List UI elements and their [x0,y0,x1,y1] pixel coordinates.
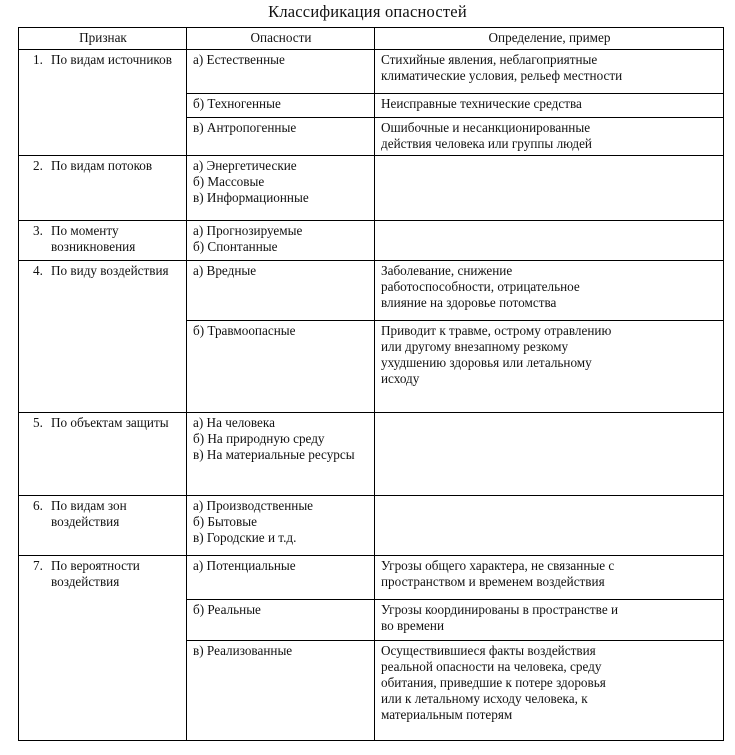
definition-line: ухудшению здоровья или летальному [381,354,592,370]
hazard-list [193,498,369,546]
sign-cell [19,220,187,260]
hazard-item: а) Потенциальные [193,557,296,573]
hazard-item: а) Естественные [193,51,285,67]
sign-cell [19,260,187,412]
hazard-item: а) На человека [193,414,275,430]
definition-line: Угрозы координированы в пространстве и [381,601,619,617]
hazard-cell [187,117,375,155]
table-row [19,155,724,220]
sign-number: 4. [33,262,43,278]
sign-cell [19,495,187,555]
page-title: Классификация опасностей [268,2,467,21]
hazard-cell [187,155,375,220]
hazard-item: в) Реализованные [193,642,293,658]
definition-line: или другому внезапному резкому [381,338,569,354]
table-row [19,412,724,495]
hazard-cell [187,320,375,412]
column-header-hazard: Опасности [187,27,375,49]
hazard-cell [187,260,375,320]
hazard-item: б) Спонтанные [193,238,278,254]
hazard-list [193,415,369,463]
definition-line: Заболевание, снижение [381,262,513,278]
hazard-item: а) Энергетические [193,157,297,173]
sign-number: 1. [33,51,43,67]
definition-line: Стихийные явления, неблагоприятные [381,51,598,67]
definition-cell [375,599,724,640]
hazard-cell [187,412,375,495]
definition-cell [375,117,724,155]
column-header-sign: Признак [19,27,187,49]
column-header-definition: Определение, пример [375,27,724,49]
definition-cell [375,49,724,93]
table-row [19,555,724,599]
hazard-cell [187,93,375,117]
definition-line: Осуществившиеся факты воздействия [381,642,596,658]
definition-line: или к летальному исходу человека, к [381,691,588,707]
definition-line: Ошибочные и несанкционированные [381,119,591,135]
sign-label: По виду воздействия [51,262,169,278]
table-header-row [19,27,724,49]
table-body [19,49,724,740]
sign-label: По видам потоков [51,157,153,173]
table-row [19,49,724,93]
definition-line: исходу [381,371,420,387]
sign-cell [19,555,187,740]
definition-line: Приводит к травме, острому отравлению [381,322,612,338]
sign-cell [19,49,187,155]
definition-cell [375,555,724,599]
hazard-list [193,158,369,206]
hazard-cell [187,49,375,93]
definition-line: Угрозы общего характера, не связанные с [381,557,615,573]
sign-number: 5. [33,414,43,430]
definition-cell [375,93,724,117]
hazard-cell [187,495,375,555]
sign-number: 3. [33,222,43,238]
hazard-item: а) Производственные [193,497,314,513]
sign-label: По вероятности воздействия [51,557,140,589]
definition-cell [375,220,724,260]
hazard-item: б) Массовые [193,173,265,189]
definition-cell [375,155,724,220]
sign-number: 2. [33,157,43,173]
table-row [19,260,724,320]
hazard-item: а) Вредные [193,262,257,278]
sign-label: По моменту возникновения [51,222,136,254]
hazard-item: а) Прогнозируемые [193,222,303,238]
definition-line: работоспособности, отрицательное [381,278,580,294]
hazard-item: в) Городские и т.д. [193,529,297,545]
table-header [19,27,724,49]
sign-label: По видам зон воздействия [51,497,127,529]
hazard-item: б) Реальные [193,601,261,617]
definition-cell [375,260,724,320]
hazard-list [193,223,369,255]
table-row [19,220,724,260]
sign-number: 6. [33,497,43,513]
classification-table [18,27,724,741]
definition-cell [375,495,724,555]
hazard-item: б) Техногенные [193,95,281,111]
definition-line: материальным потерям [381,707,513,723]
definition-line: влияние на здоровье потомства [381,294,557,310]
definition-line: реальной опасности на человека, среду [381,658,602,674]
definition-cell [375,320,724,412]
hazard-item: б) Травмоопасные [193,322,296,338]
definition-line: пространством и временем воздействия [381,573,605,589]
hazard-item: в) На материальные ресурсы [193,446,355,462]
sign-label: По видам источников [51,51,172,67]
hazard-item: б) Бытовые [193,513,257,529]
hazard-cell [187,220,375,260]
definition-line: климатические условия, рельеф местности [381,67,623,83]
definition-line: обитания, приведшие к потере здоровья [381,674,606,690]
hazard-cell [187,555,375,599]
definition-line: действия человека или группы людей [381,135,592,151]
sign-number: 7. [33,557,43,573]
sign-cell [19,155,187,220]
hazard-item: б) На природную среду [193,430,325,446]
sign-cell [19,412,187,495]
hazard-item: в) Антропогенные [193,119,297,135]
sign-label: По объектам защиты [51,414,169,430]
definition-cell [375,412,724,495]
hazard-item: в) Информационные [193,189,309,205]
hazard-cell [187,640,375,740]
table-row [19,495,724,555]
definition-cell [375,640,724,740]
definition-line: во времени [381,617,445,633]
definition-line: Неисправные технические средства [381,95,582,111]
hazard-cell [187,599,375,640]
